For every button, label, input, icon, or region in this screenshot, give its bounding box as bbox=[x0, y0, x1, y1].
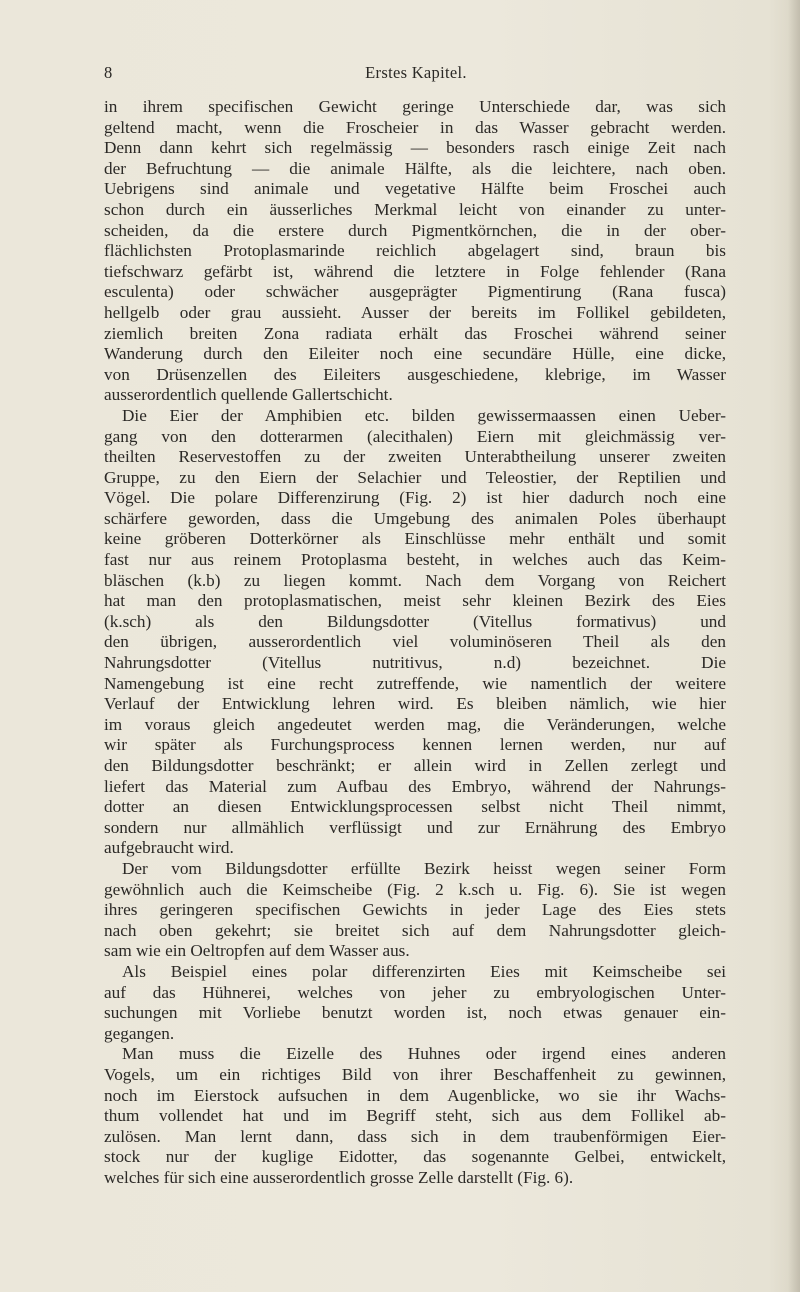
running-head: Erstes Kapitel. bbox=[365, 63, 467, 82]
text-line: esculenta) oder schwächer ausgeprägter Pigmentirung (Rana fusca) bbox=[104, 282, 726, 302]
text-line: Vogels, um ein richtiges Bild von ihrer Beschaffenheit zu gewinnen, bbox=[104, 1064, 726, 1084]
text-line: hellgelb oder grau aussieht. Ausser der bereits im Follikel gebildeten, bbox=[104, 302, 726, 322]
text-line: den übrigen, ausserordentlich viel voluminöseren Theil als den bbox=[104, 632, 726, 652]
text-line: von Drüsenzellen des Eileiters ausgeschiedene, klebrige, im Wasser bbox=[104, 364, 726, 384]
page-edge-shadow bbox=[788, 0, 800, 1292]
text-line: sondern nur allmählich verflüssigt und zur Ernährung des Embryo bbox=[104, 817, 726, 837]
text-line: auf das Hühnerei, welches von jeher zu embryologischen Unter- bbox=[104, 982, 726, 1002]
text-line: scheiden, da die erstere durch Pigmentkörnchen, die in der ober- bbox=[104, 220, 726, 240]
text-line: gewöhnlich auch die Keimscheibe (Fig. 2 k.sch u. Fig. 6). Sie ist wegen bbox=[104, 879, 726, 899]
text-line: Der vom Bildungsdotter erfüllte Bezirk heisst wegen seiner Form bbox=[122, 858, 726, 878]
text-line: stock nur der kuglige Eidotter, das sogenannte Gelbei, entwickelt, bbox=[104, 1147, 726, 1167]
text-line: liefert das Material zum Aufbau des Embryo, während der Nahrungs- bbox=[104, 776, 726, 796]
text-line: hat man den protoplasmatischen, meist sehr kleinen Bezirk des Eies bbox=[104, 591, 726, 611]
text-line: schon durch ein äusserliches Merkmal leicht von einander zu unter- bbox=[104, 199, 726, 219]
text-line: Gruppe, zu den Eiern der Selachier und Teleostier, der Reptilien und bbox=[104, 467, 726, 487]
text-line: Namengebung ist eine recht zutreffende, wie namentlich der weitere bbox=[104, 673, 726, 693]
text-line: Nahrungsdotter (Vitellus nutritivus, n.d) bezeichnet. Die bbox=[104, 653, 726, 673]
text-line: Uebrigens sind animale und vegetative Hälfte beim Froschei auch bbox=[104, 179, 726, 199]
text-line: gang von den dotterarmen (alecithalen) Eiern mit gleichmässig ver- bbox=[104, 426, 726, 446]
text-line: flächlichsten Protoplasmarinde reichlich abgelagert sind, braun bis bbox=[104, 241, 726, 261]
body-text bbox=[104, 97, 726, 1188]
text-line: zulösen. Man lernt dann, dass sich in dem traubenförmigen Eier- bbox=[104, 1126, 726, 1146]
text-line: in ihrem specifischen Gewicht geringe Unterschiede dar, was sich bbox=[104, 97, 726, 116]
text-line: welches für sich eine ausserordentlich grosse Zelle darstellt (Fig. 6). bbox=[104, 1167, 574, 1187]
text-line: fast nur aus reinem Protoplasma besteht, in welches auch das Keim- bbox=[104, 550, 726, 570]
text-line: gegangen. bbox=[104, 1023, 175, 1043]
text-line: thum vollendet hat und im Begriff steht, sich aus dem Follikel ab- bbox=[104, 1106, 726, 1126]
text-line: Denn dann kehrt sich regelmässig — besonders rasch einige Zeit nach bbox=[104, 138, 726, 158]
text-line: Als Beispiel eines polar differenzirten Eies mit Keimscheibe sei bbox=[122, 961, 726, 981]
text-line: ziemlich breiten Zona radiata erhält das Froschei während seiner bbox=[104, 323, 726, 343]
text-line: tiefschwarz gefärbt ist, während die letztere in Folge fehlender (Rana bbox=[104, 261, 726, 281]
text-line: im voraus gleich angedeutet werden mag, die Veränderungen, welche bbox=[104, 714, 726, 734]
text-line: keine gröberen Dotterkörner als Einschlüsse mehr enthält und somit bbox=[104, 529, 726, 549]
text-line: Verlauf der Entwicklung lehren wird. Es bleiben nämlich, wie hier bbox=[104, 694, 726, 714]
text-line: wir später als Furchungsprocess kennen lernen werden, nur auf bbox=[104, 735, 726, 755]
page-header bbox=[104, 63, 728, 87]
text-line: suchungen mit Vorliebe benutzt worden ist, noch etwas genauer ein- bbox=[104, 1003, 726, 1023]
text-line: geltend macht, wenn die Froscheier in das Wasser gebracht werden. bbox=[104, 117, 726, 137]
text-line: (k.sch) als den Bildungsdotter (Vitellus formativus) und bbox=[104, 611, 726, 631]
text-line: theilten Reservestoffen zu der zweiten Unterabtheilung unserer zweiten bbox=[104, 447, 726, 467]
text-line: ihres geringeren specifischen Gewichts in jeder Lage des Eies stets bbox=[104, 900, 726, 920]
page-number: 8 bbox=[104, 63, 113, 82]
text-line: der Befruchtung — die animale Hälfte, als die leichtere, nach oben. bbox=[104, 158, 726, 178]
text-line: noch im Eierstock aufsuchen in dem Augenblicke, wo sie ihr Wachs- bbox=[104, 1085, 726, 1105]
text-line: aufgebraucht wird. bbox=[104, 838, 234, 858]
text-line: den Bildungsdotter beschränkt; er allein wird in Zellen zerlegt und bbox=[104, 756, 726, 775]
text-line: sam wie ein Oeltropfen auf dem Wasser aus. bbox=[104, 941, 410, 961]
text-line: Die Eier der Amphibien etc. bilden gewissermaassen einen Ueber- bbox=[122, 405, 726, 425]
text-line: schärfere geworden, dass die Umgebung des animalen Poles überhaupt bbox=[104, 508, 726, 528]
text-line: ausserordentlich quellende Gallertschicht. bbox=[104, 385, 393, 405]
text-line: nach oben gekehrt; sie breitet sich auf dem Nahrungsdotter gleich- bbox=[104, 920, 726, 940]
text-line: Vögel. Die polare Differenzirung (Fig. 2) ist hier dadurch noch eine bbox=[104, 488, 726, 508]
text-line: bläschen (k.b) zu liegen kommt. Nach dem Vorgang von Reichert bbox=[104, 570, 726, 590]
text-line: Wanderung durch den Eileiter noch eine secundäre Hülle, eine dicke, bbox=[104, 344, 726, 364]
text-line: dotter an diesen Entwicklungsprocessen selbst nicht Theil nimmt, bbox=[104, 797, 726, 817]
text-line: Man muss die Eizelle des Huhnes oder irgend eines anderen bbox=[122, 1044, 726, 1064]
